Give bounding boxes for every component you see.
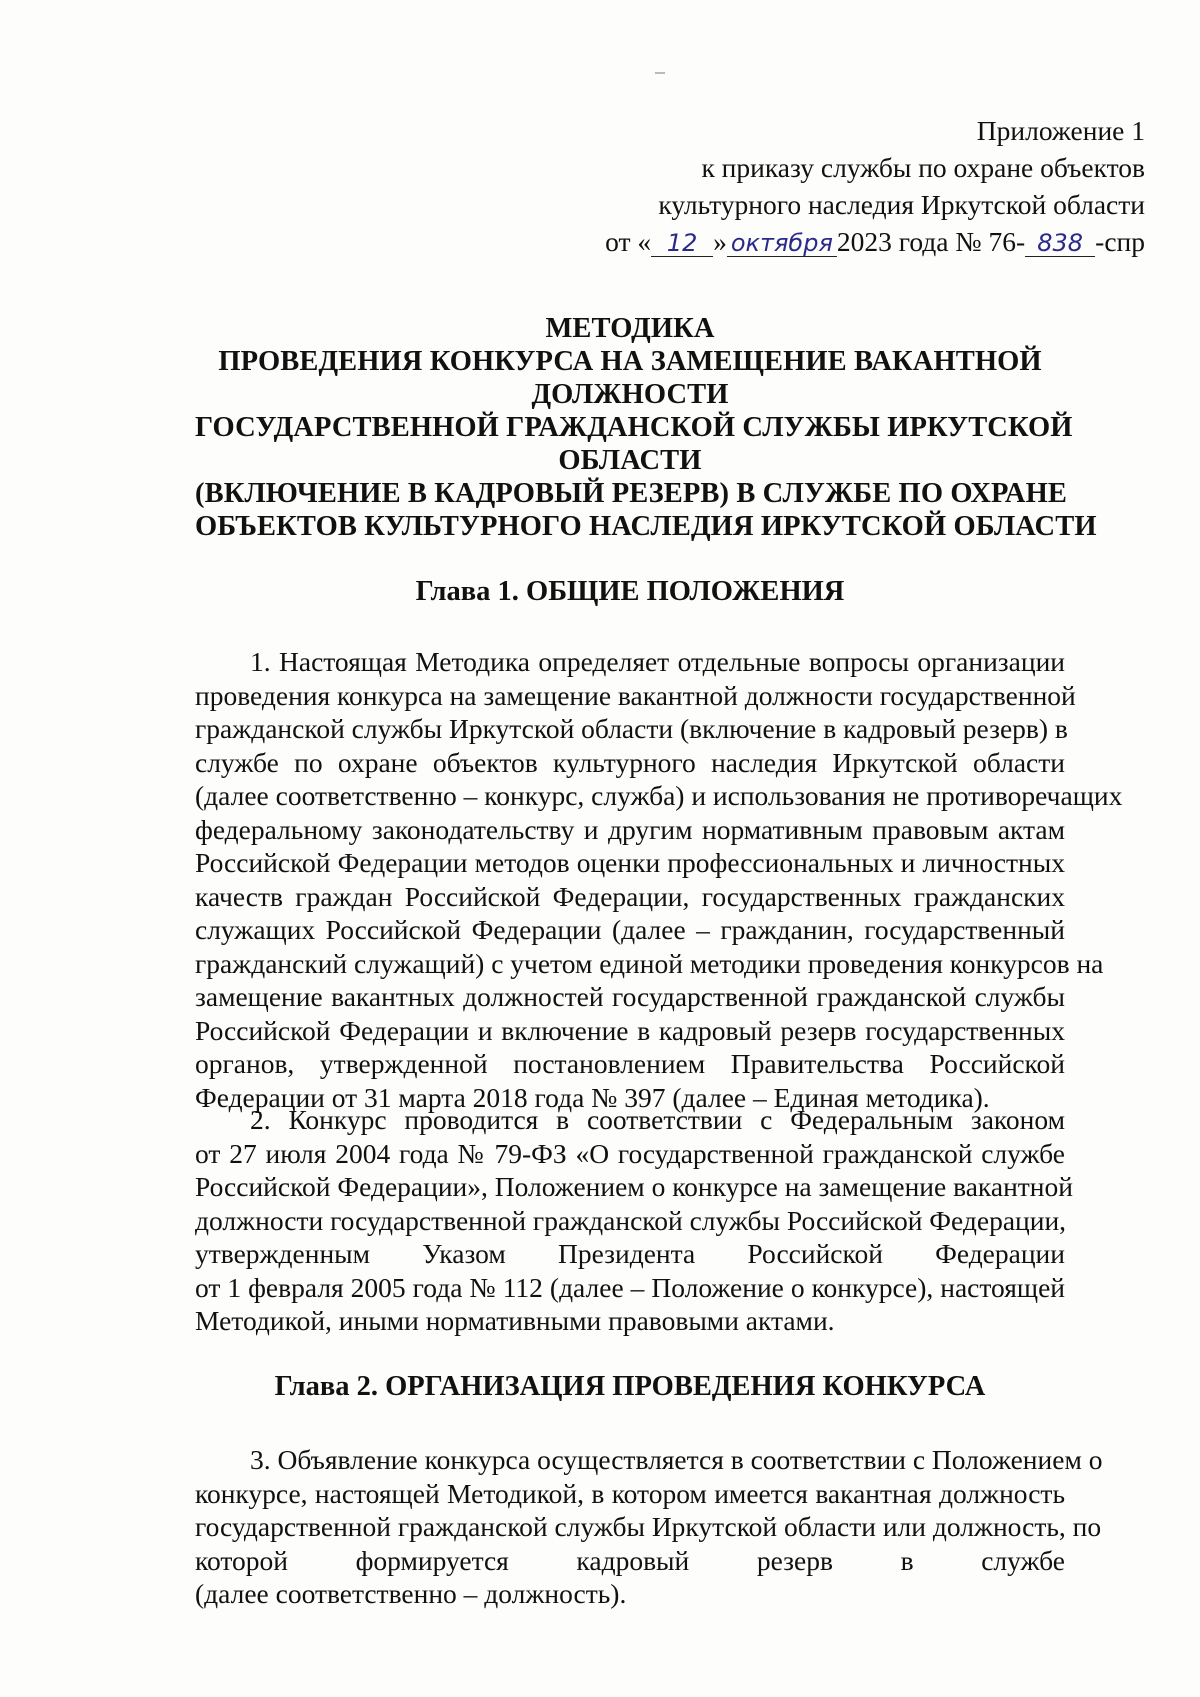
paragraph-1 xyxy=(195,645,1123,1114)
paragraph-line: от 1 февраля 2005 года № 112 (далее – Положение о конкурсе), настоящей xyxy=(195,1271,1065,1303)
order-number-blank xyxy=(1025,229,1095,257)
title-line-5: ОБЛАСТИ xyxy=(558,445,702,476)
paragraph-line: замещение вакантных должностей государственной гражданской службы xyxy=(195,981,1065,1012)
scan-mark xyxy=(655,72,665,74)
paragraph-line: гражданской службы Иркутской области (включение в кадровый резерв) в xyxy=(195,713,1068,744)
appendix-line-2: к приказу службы по охране объектов xyxy=(701,152,1145,183)
document-title xyxy=(195,312,1097,543)
date-mid: » xyxy=(713,226,727,257)
title-line-3: ДОЛЖНОСТИ xyxy=(531,379,729,410)
paragraph-line: (далее соответственно – должность). xyxy=(195,1578,627,1609)
paragraph-line: конкурсе, настоящей Методикой, в котором имеется вакантная должность xyxy=(195,1477,1065,1509)
paragraph-line: служащих Российской Федерации (далее – гражданин, государственный xyxy=(195,914,1065,945)
paragraph-line: службе по охране объектов культурного наследия Иркутской области xyxy=(195,746,1065,778)
paragraph-line: от 27 июля 2004 года № 79-ФЗ «О государственной гражданской службе xyxy=(195,1137,1065,1169)
title-line-4: ГОСУДАРСТВЕННОЙ ГРАЖДАНСКОЙ СЛУЖБЫ ИРКУТСКОЙ xyxy=(195,412,1073,443)
appendix-line-3: культурного наследия Иркутской области xyxy=(658,189,1145,220)
paragraph-3 xyxy=(195,1443,1103,1611)
date-year: 2023 года № 76- xyxy=(836,226,1026,257)
paragraph-line: Российской Федерации методов оценки профессиональных и личностных xyxy=(195,847,1065,878)
paragraph-line: качеств граждан Российской Федерации, государственных гражданских xyxy=(195,880,1065,912)
title-line-2: ПРОВЕДЕНИЯ КОНКУРСА НА ЗАМЕЩЕНИЕ ВАКАНТНОЙ xyxy=(218,346,1042,377)
paragraph-line: которой формируется кадровый резерв в службе xyxy=(195,1544,1065,1576)
paragraph-line: государственной гражданской службы Иркутской области или должность, по xyxy=(195,1511,1102,1542)
chapter-2-heading: Глава 2. ОРГАНИЗАЦИЯ ПРОВЕДЕНИЯ КОНКУРСА xyxy=(274,1371,986,1402)
appendix-date-line xyxy=(505,223,1145,260)
paragraph-2 xyxy=(195,1103,1073,1338)
appendix-line-1: Приложение 1 xyxy=(976,115,1145,146)
order-suffix: -спр xyxy=(1095,226,1145,257)
title-line-1: МЕТОДИКА xyxy=(545,313,715,344)
paragraph-line: утвержденным Указом Президента Российской Федерации xyxy=(195,1238,1065,1269)
paragraph-line: 2. Конкурс проводится в соответствии с Федеральным законом xyxy=(250,1104,1065,1135)
paragraph-line: (далее соответственно – конкурс, служба) и использования не противоречащих xyxy=(195,780,1123,811)
paragraph-line: Российской Федерации и включение в кадровый резерв государственных xyxy=(195,1014,1065,1046)
paragraph-line: гражданский служащий) с учетом единой методики проведения конкурсов на xyxy=(195,947,1104,979)
date-prefix: от « xyxy=(605,226,652,257)
date-day-blank xyxy=(651,229,713,257)
paragraph-line: Федерации от 31 марта 2018 года № 397 (далее – Единая методика). xyxy=(195,1081,990,1113)
paragraph-line: 3. Объявление конкурса осуществляется в соответствии с Положением о xyxy=(250,1444,1103,1475)
paragraph-line: федеральному законодательству и другим нормативным правовым актам xyxy=(195,813,1065,845)
date-day-handwritten: 12 xyxy=(666,229,698,257)
date-month-blank xyxy=(727,229,837,257)
paragraph-line: должности государственной гражданской службы Российской Федерации, xyxy=(195,1204,1067,1236)
paragraph-line: органов, утвержденной постановлением Правительства Российской xyxy=(195,1048,1065,1079)
order-number-handwritten: 838 xyxy=(1037,229,1084,257)
paragraph-line: проведения конкурса на замещение вакантной должности государственной xyxy=(195,679,1076,711)
date-month-handwritten: октября xyxy=(730,229,833,257)
paragraph-line: Российской Федерации», Положением о конкурсе на замещение вакантной xyxy=(195,1171,1073,1202)
title-line-6: (ВКЛЮЧЕНИЕ В КАДРОВЫЙ РЕЗЕРВ) В СЛУЖБЕ ПО ОХРАНЕ xyxy=(195,478,1067,509)
paragraph-line: 1. Настоящая Методика определяет отдельные вопросы организации xyxy=(250,646,1065,677)
appendix-block xyxy=(505,112,1145,260)
paragraph-line: Методикой, иными нормативными правовыми актами. xyxy=(195,1305,835,1336)
title-line-7: ОБЪЕКТОВ КУЛЬТУРНОГО НАСЛЕДИЯ ИРКУТСКОЙ ОБЛАСТИ xyxy=(195,511,1097,542)
chapter-1-heading: Глава 1. ОБЩИЕ ПОЛОЖЕНИЯ xyxy=(415,576,845,607)
